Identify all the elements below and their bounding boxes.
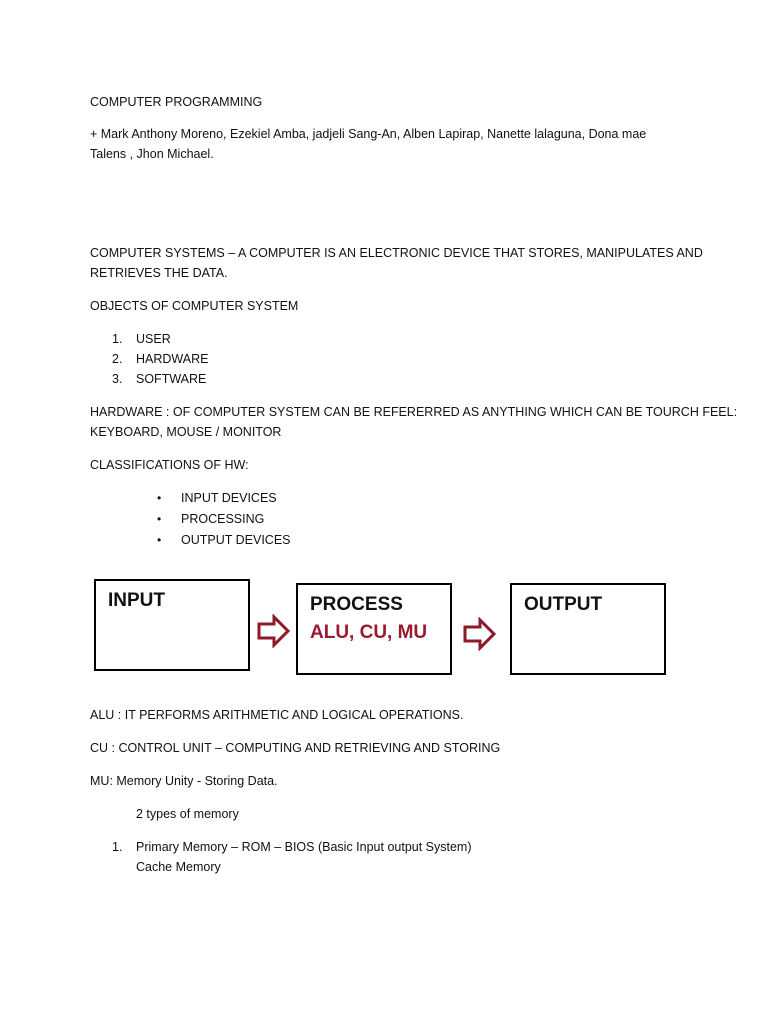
memory-types-heading: 2 types of memory: [136, 807, 239, 821]
hardware-line-1: HARDWARE : OF COMPUTER SYSTEM CAN BE REFERERRED AS ANYTHING WHICH CAN BE TOURCH FEEL:: [90, 405, 738, 419]
computer-systems-line-2: RETRIEVES THE DATA.: [90, 266, 228, 280]
computer-systems-line-1: COMPUTER SYSTEMS – A COMPUTER IS AN ELECTRONIC DEVICE THAT STORES, MANIPULATES AND: [90, 246, 703, 260]
list-text-continuation: Cache Memory: [136, 860, 221, 874]
bullet-text: INPUT DEVICES: [181, 491, 277, 505]
process-box-label: PROCESS: [310, 594, 403, 615]
bullet-text: PROCESSING: [181, 512, 265, 526]
classifications-heading: CLASSIFICATIONS OF HW:: [90, 458, 249, 472]
objects-heading: OBJECTS OF COMPUTER SYSTEM: [90, 299, 299, 313]
bullet-text: OUTPUT DEVICES: [181, 533, 291, 547]
authors-line-1: + Mark Anthony Moreno, Ezekiel Amba, jadjeli Sang-An, Alben Lapirap, Nanette lalaguna, Dona mae: [90, 127, 647, 141]
input-box: [94, 579, 250, 671]
hardware-line-2: KEYBOARD, MOUSE / MONITOR: [90, 425, 282, 439]
alu-definition: ALU : IT PERFORMS ARITHMETIC AND LOGICAL OPERATIONS.: [90, 708, 464, 722]
output-box-label: OUTPUT: [524, 594, 603, 615]
arrow-right-icon: [257, 614, 291, 648]
bullet-icon: •: [157, 491, 162, 505]
cu-definition: CU : CONTROL UNIT – COMPUTING AND RETRIEVING AND STORING: [90, 741, 501, 755]
list-number: 1.: [112, 332, 123, 346]
bullet-icon: •: [157, 533, 162, 547]
list-number: 2.: [112, 352, 123, 366]
process-box-components: ALU, CU, MU: [310, 622, 428, 643]
list-text: SOFTWARE: [136, 372, 207, 386]
list-number: 1.: [112, 840, 123, 854]
list-text: Primary Memory – ROM – BIOS (Basic Input output System): [136, 840, 472, 854]
authors-line-2: Talens , Jhon Michael.: [90, 147, 214, 161]
input-box-label: INPUT: [108, 590, 165, 611]
bullet-icon: •: [157, 512, 162, 526]
doc-title: COMPUTER PROGRAMMING: [90, 95, 263, 109]
list-text: USER: [136, 332, 171, 346]
process-box: [296, 583, 452, 675]
mu-definition: MU: Memory Unity - Storing Data.: [90, 774, 278, 788]
list-text: HARDWARE: [136, 352, 209, 366]
arrow-right-icon: [463, 617, 497, 651]
list-number: 3.: [112, 372, 123, 386]
output-box: [510, 583, 666, 675]
